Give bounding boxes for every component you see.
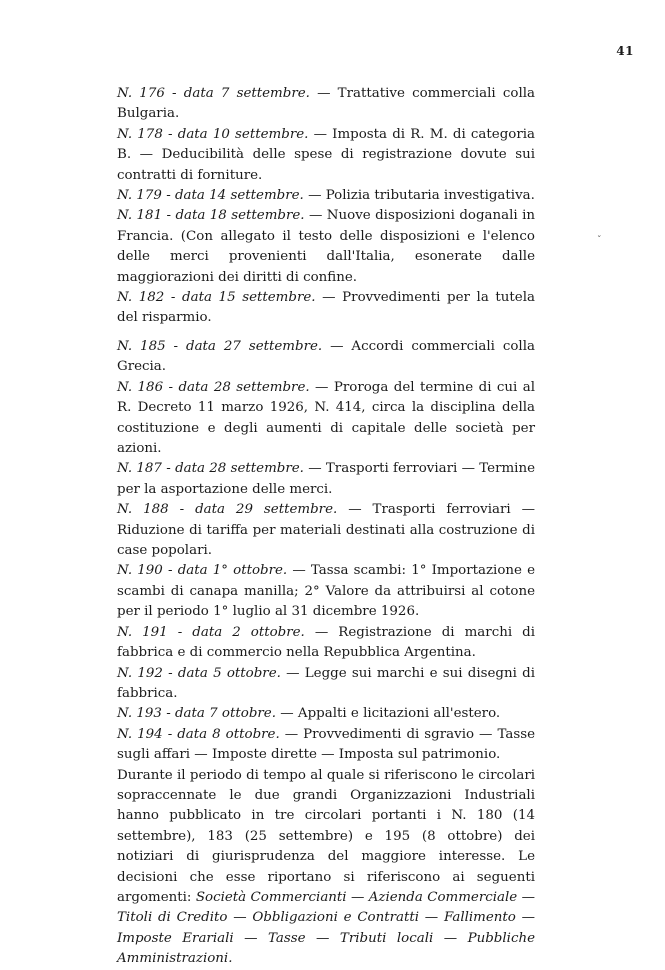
page-number: 41 — [616, 44, 634, 58]
circular-date: data 7 ottobre. — [174, 706, 276, 722]
circular-number: N. 179 — [117, 188, 162, 204]
circular-subject: — Trattative commerciali colla Bulgaria. — [117, 86, 535, 122]
circular-entry: N. 176 - data 7 settembre. — Trattative commerciali colla Bulgaria. — [117, 86, 535, 122]
circular-subject: — Tassa scambi: 1° Importazione e scambi di canapa manilla; 2° Valore da attribuirsi al cotone per il periodo 1° luglio al 31 dicembre 1926. — [117, 563, 536, 620]
circular-subject: — Trasporti ferroviari — Termine per la asportazione delle merci. — [117, 461, 535, 497]
circular-date: data 28 settembre. — [178, 379, 310, 395]
circular-entry: N. 188 - data 29 settembre. — Trasporti ferroviari — Riduzione di tariffa per materiali destinati alla costruzione di case popolari. — [117, 502, 535, 559]
circular-number: N. 192 — [117, 665, 163, 681]
circular-subject: — Nuove disposizioni doganali in Francia. (Con allegato il testo delle disposizioni e l'elenco delle merci provenienti dall'Italia, esonerate dalle maggiorazioni dei diritti di confine. — [117, 208, 536, 285]
circular-subject: — Registrazione di marchi di fabbrica e di commercio nella Repubblica Argentina. — [117, 624, 535, 661]
circular-date: data 8 ottobre. — [177, 726, 280, 742]
closing-lead: Durante il periodo di tempo al quale si riferiscono le circolari sopraccennate le due grandi Organizzazioni Industriali hanno pubblicato in tre circolari portanti i N. 180 (14 settembre), 183 (25 settembre) e 195 (8 ottobre) dei notiziari di giurisprudenza del maggiore interesse. Le decisioni che esse riportano si riferiscono ai seguenti argomenti: — [117, 767, 535, 905]
circular-subject: — Provvedimenti per la tutela del risparmio. — [117, 290, 535, 326]
circular-subject: — Provvedimenti di sgravio — Tasse sugli affari — Imposte dirette — Imposta sul patrimonio. — [117, 726, 535, 763]
circular-number: N. 186 — [117, 379, 164, 395]
circular-subject: — Proroga del termine di cui al R. Decreto 11 marzo 1926, N. 414, circa la disciplina della costituzione e degli aumenti di capitale delle società per azioni. — [117, 379, 535, 457]
circular-entry: N. 194 - data 8 ottobre. — Provvedimenti di sgravio — Tasse sugli affari — Imposte dirette — Imposta sul patrimonio. — [117, 726, 535, 763]
circular-date: data 29 settembre. — [195, 502, 338, 518]
circular-entry: N. 191 - data 2 ottobre. — Registrazione di marchi di fabbrica e di commercio nella Repubblica Argentina. — [117, 624, 535, 661]
circulars-list-first — [117, 84, 535, 329]
circular-entry: N. 190 - data 1° ottobre. — Tassa scambi: 1° Importazione e scambi di canapa manilla; 2° Valore da attribuirsi al cotone per il periodo 1° luglio al 31 dicembre 1926. — [117, 563, 536, 620]
circular-entry: N. 187 - data 28 settembre. — Trasporti ferroviari — Termine per la asportazione delle merci. — [117, 461, 535, 497]
circular-number: N. 187 — [117, 461, 162, 477]
circular-date: data 14 settembre. — [174, 188, 304, 204]
circular-entry: N. 182 - data 15 settembre. — Provvedimenti per la tutela del risparmio. — [117, 290, 535, 326]
circular-number: N. 181 — [117, 208, 163, 224]
circular-number: N. 178 — [117, 126, 163, 142]
circular-subject: — Appalti e licitazioni all'estero. — [280, 706, 501, 722]
circular-entry: N. 192 - data 5 ottobre. — Legge sui marchi e sui disegni di fabbrica. — [117, 665, 535, 701]
circular-subject: — Trasporti ferroviari — Riduzione di tariffa per materiali destinati alla costruzione di case popolari. — [117, 502, 535, 559]
circular-date: data 28 settembre. — [175, 461, 304, 477]
circular-subject: — Imposta di R. M. di categoria B. — Deducibilità delle spese di registrazione dovute sui contratti di forniture. — [117, 126, 536, 183]
circulars-list-second — [117, 337, 535, 970]
circular-date: data 10 settembre. — [177, 126, 309, 142]
circular-date: data 18 settembre. — [175, 208, 305, 224]
circular-entry: N. 186 - data 28 settembre. — Proroga del termine di cui al R. Decreto 11 marzo 1926, N. 414, circa la disciplina della costituzione e degli aumenti di capitale delle società per azioni. — [117, 379, 535, 457]
circular-subject: — Accordi commerciali colla Grecia. — [117, 339, 535, 375]
circular-entry: N. 178 - data 10 settembre. — Imposta di R. M. di categoria B. — Deducibilità delle spese di registrazione dovute sui contratti di forniture. — [117, 126, 536, 183]
circular-entry: N. 193 - data 7 ottobre. — Appalti e licitazioni all'estero. — [117, 706, 501, 722]
circular-number: N. 190 — [117, 563, 163, 579]
closing-paragraph — [117, 766, 535, 970]
circular-number: N. 182 — [117, 290, 165, 306]
circular-subject: — Polizia tributaria investigativa. — [308, 188, 535, 204]
circular-number: N. 185 — [117, 339, 166, 354]
circular-date: data 7 settembre. — [183, 86, 310, 101]
circular-number: N. 194 — [117, 726, 163, 742]
closing-topics: Società Commercianti — Azienda Commerciale — Titoli di Credito — Obbligazioni e Contratti — Fallimento — Imposte Erariali — Tasse — Tributi locali — Pubbliche Amministrazioni. — [117, 889, 535, 967]
circular-date: data 2 ottobre. — [192, 624, 305, 640]
circular-date: data 1° ottobre. — [177, 563, 288, 579]
circular-date: data 15 settembre. — [182, 290, 316, 306]
circular-number: N. 193 — [117, 706, 162, 722]
circular-number: N. 191 — [117, 624, 168, 640]
circular-entry: N. 181 - data 18 settembre. — Nuove disposizioni doganali in Francia. (Con allegato il testo delle disposizioni e l'elenco delle merci provenienti dall'Italia, esonerate dalle maggiorazioni dei diritti di confine. — [117, 208, 536, 285]
circular-number: N. 176 — [117, 86, 165, 101]
circular-date: data 5 ottobre. — [177, 665, 281, 681]
circular-subject: — Legge sui marchi e sui disegni di fabbrica. — [117, 665, 535, 701]
circular-entry: N. 179 - data 14 settembre. — Polizia tributaria investigativa. — [117, 188, 535, 204]
circular-date: data 27 settembre. — [186, 339, 323, 354]
stray-mark: ˇ — [597, 236, 602, 246]
circular-entry: N. 185 - data 27 settembre. — Accordi commerciali colla Grecia. — [117, 339, 535, 375]
circular-number: N. 188 — [117, 502, 169, 518]
